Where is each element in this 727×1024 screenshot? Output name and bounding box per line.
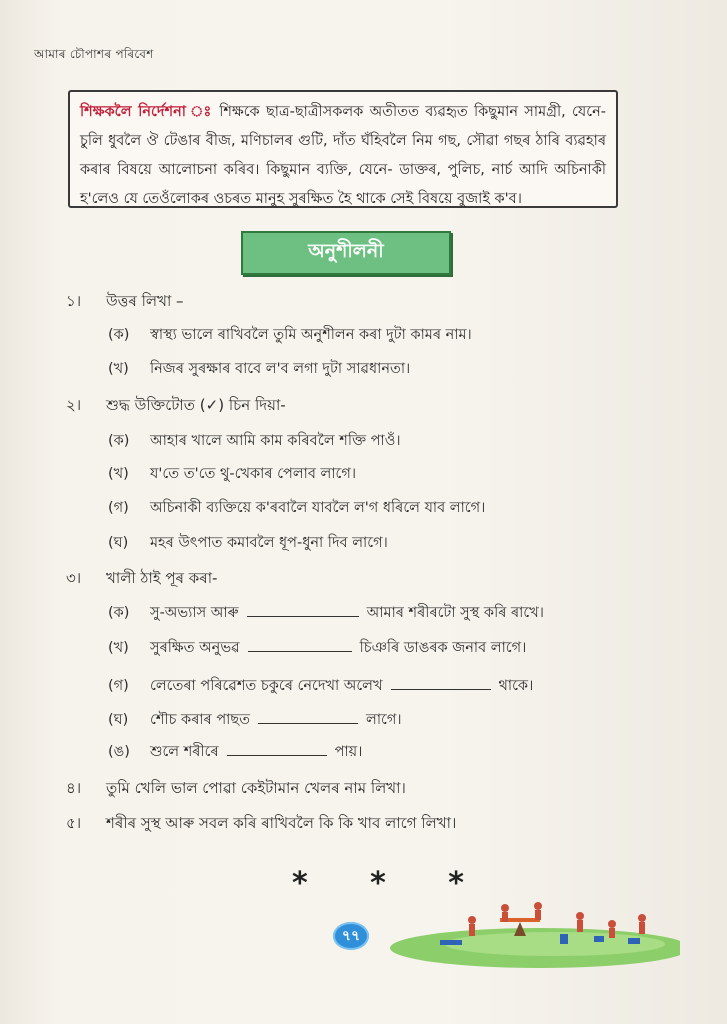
q3-fill-item <box>108 709 402 733</box>
instruction-text: শিক্ষকে ছাত্ৰ-ছাত্ৰীসকলক অতীতত ব্যৱহৃত কিছুমান সামগ্ৰী, যেনে- চুলি ধুবলৈ ঔ টেঙাৰ বীজ, মণিচালৰ গুটি, দাঁত ঘঁহিবলৈ নিম গছ, সৌৱা গছৰ ঠাৰি ব্যৱহাৰ কৰাৰ বিষয়ে আলোচনা কৰিব। কিছুমান ব্যক্তি, যেনে- ডাক্তৰ, পুলিচ, নাৰ্চ আদি অচিনাকী হ'লেও যে তেওঁলোকৰ ওচৰত মানুহ সুৰক্ষিত হৈ থাকে সেই বিষয়ে বুজাই ক'ব। <box>80 104 606 207</box>
item-text: মহৰ উৎপাত কমাবলৈ ধূপ-ধুনা দিব লাগে। <box>150 535 388 551</box>
item-text-before: লেতেৰা পৰিৱেশত চকুৰে নেদেখা অলেখ <box>150 678 383 694</box>
item-text: স্বাস্থ্য ভালে ৰাখিবলৈ তুমি অনুশীলন কৰা দুটা কামৰ নাম। <box>150 327 472 343</box>
question-5 <box>66 812 456 837</box>
q3-fill-item <box>108 637 526 661</box>
item-text: অচিনাকী ব্যক্তিয়ে ক'ৰবালৈ যাবলৈ ল'গ ধৰিলে যাব লাগে। <box>150 500 486 516</box>
question-1 <box>66 290 184 315</box>
item-mark: (খ) <box>108 640 129 656</box>
q2-item <box>108 497 485 521</box>
page-number-badge: ৭৭ <box>333 922 369 950</box>
item-text-before: সুৰক্ষিত অনুভৱ <box>150 640 240 656</box>
item-text-after: আমাৰ শৰীৰটো সুস্থ কৰি ৰাখে। <box>366 605 544 621</box>
item-text: নিজৰ সুৰক্ষাৰ বাবে ল'ব লগা দুটা সাৱধানতা। <box>150 361 411 377</box>
q1-item <box>108 358 410 382</box>
item-mark: (ঘ) <box>108 535 129 551</box>
answer-blank[interactable] <box>227 741 327 756</box>
question-number: ৫। <box>66 814 82 832</box>
item-text-before: শুলে শৰীৰে <box>150 744 219 760</box>
answer-blank[interactable] <box>248 637 352 652</box>
item-text-after: থাকে। <box>498 678 534 694</box>
question-text: শুদ্ধ উক্তিটোত (✓) চিন দিয়া- <box>106 396 286 414</box>
children-playing-illustration <box>380 890 680 968</box>
q2-item <box>108 532 388 556</box>
item-mark: (ক) <box>108 605 130 621</box>
question-text: খালী ঠাই পূৰ কৰা- <box>106 569 218 587</box>
item-mark: (ক) <box>108 327 130 343</box>
question-number: ৪। <box>66 779 82 797</box>
question-4 <box>66 777 406 802</box>
item-mark: (গ) <box>108 500 129 516</box>
answer-blank[interactable] <box>258 709 358 724</box>
item-mark: (ঘ) <box>108 712 129 728</box>
q1-item <box>108 324 472 348</box>
item-text-after: চিঞৰি ডাঙৰক জনাব লাগে। <box>359 640 527 656</box>
item-text-after: পায়। <box>334 744 363 760</box>
exercise-banner: অনুশীলনী <box>241 231 451 275</box>
section-end-stars: * * * <box>292 866 490 901</box>
item-text: য'তে ত'তে থু-খেকাৰ পেলাব লাগে। <box>150 466 357 482</box>
item-mark: (খ) <box>108 466 129 482</box>
running-head: আমাৰ চৌপাশৰ পৰিবেশ <box>34 47 154 61</box>
q2-item <box>108 430 401 454</box>
question-number: ১। <box>66 292 82 310</box>
answer-blank[interactable] <box>247 602 359 617</box>
question-3 <box>66 567 217 592</box>
question-text: শৰীৰ সুস্থ আৰু সবল কৰি ৰাখিবলৈ কি কি খাব লাগে লিখা। <box>106 814 457 832</box>
question-number: ৩। <box>66 569 82 587</box>
instruction-label: শিক্ষকলৈ নিৰ্দেশনা ঃ <box>80 104 213 120</box>
question-number: ২। <box>66 396 82 414</box>
question-2 <box>66 394 286 419</box>
q3-fill-item <box>108 741 362 765</box>
item-text-before: শৌচ কৰাৰ পাছত <box>150 712 251 728</box>
q2-item <box>108 463 356 487</box>
teacher-instruction-box <box>68 90 618 208</box>
item-text-before: সু-অভ্যাস আৰু <box>150 605 239 621</box>
item-text: আহাৰ খালে আমি কাম কৰিবলৈ শক্তি পাওঁ। <box>150 433 401 449</box>
item-mark: (গ) <box>108 678 129 694</box>
q3-fill-item <box>108 675 533 699</box>
item-mark: (ঙ) <box>108 744 130 760</box>
answer-blank[interactable] <box>391 675 491 690</box>
item-mark: (খ) <box>108 361 129 377</box>
item-text-after: লাগে। <box>366 712 402 728</box>
item-mark: (ক) <box>108 433 130 449</box>
q3-fill-item <box>108 602 544 626</box>
question-text: উত্তৰ লিখা – <box>106 292 184 310</box>
question-text: তুমি খেলি ভাল পোৱা কেইটামান খেলৰ নাম লিখা। <box>106 779 406 797</box>
